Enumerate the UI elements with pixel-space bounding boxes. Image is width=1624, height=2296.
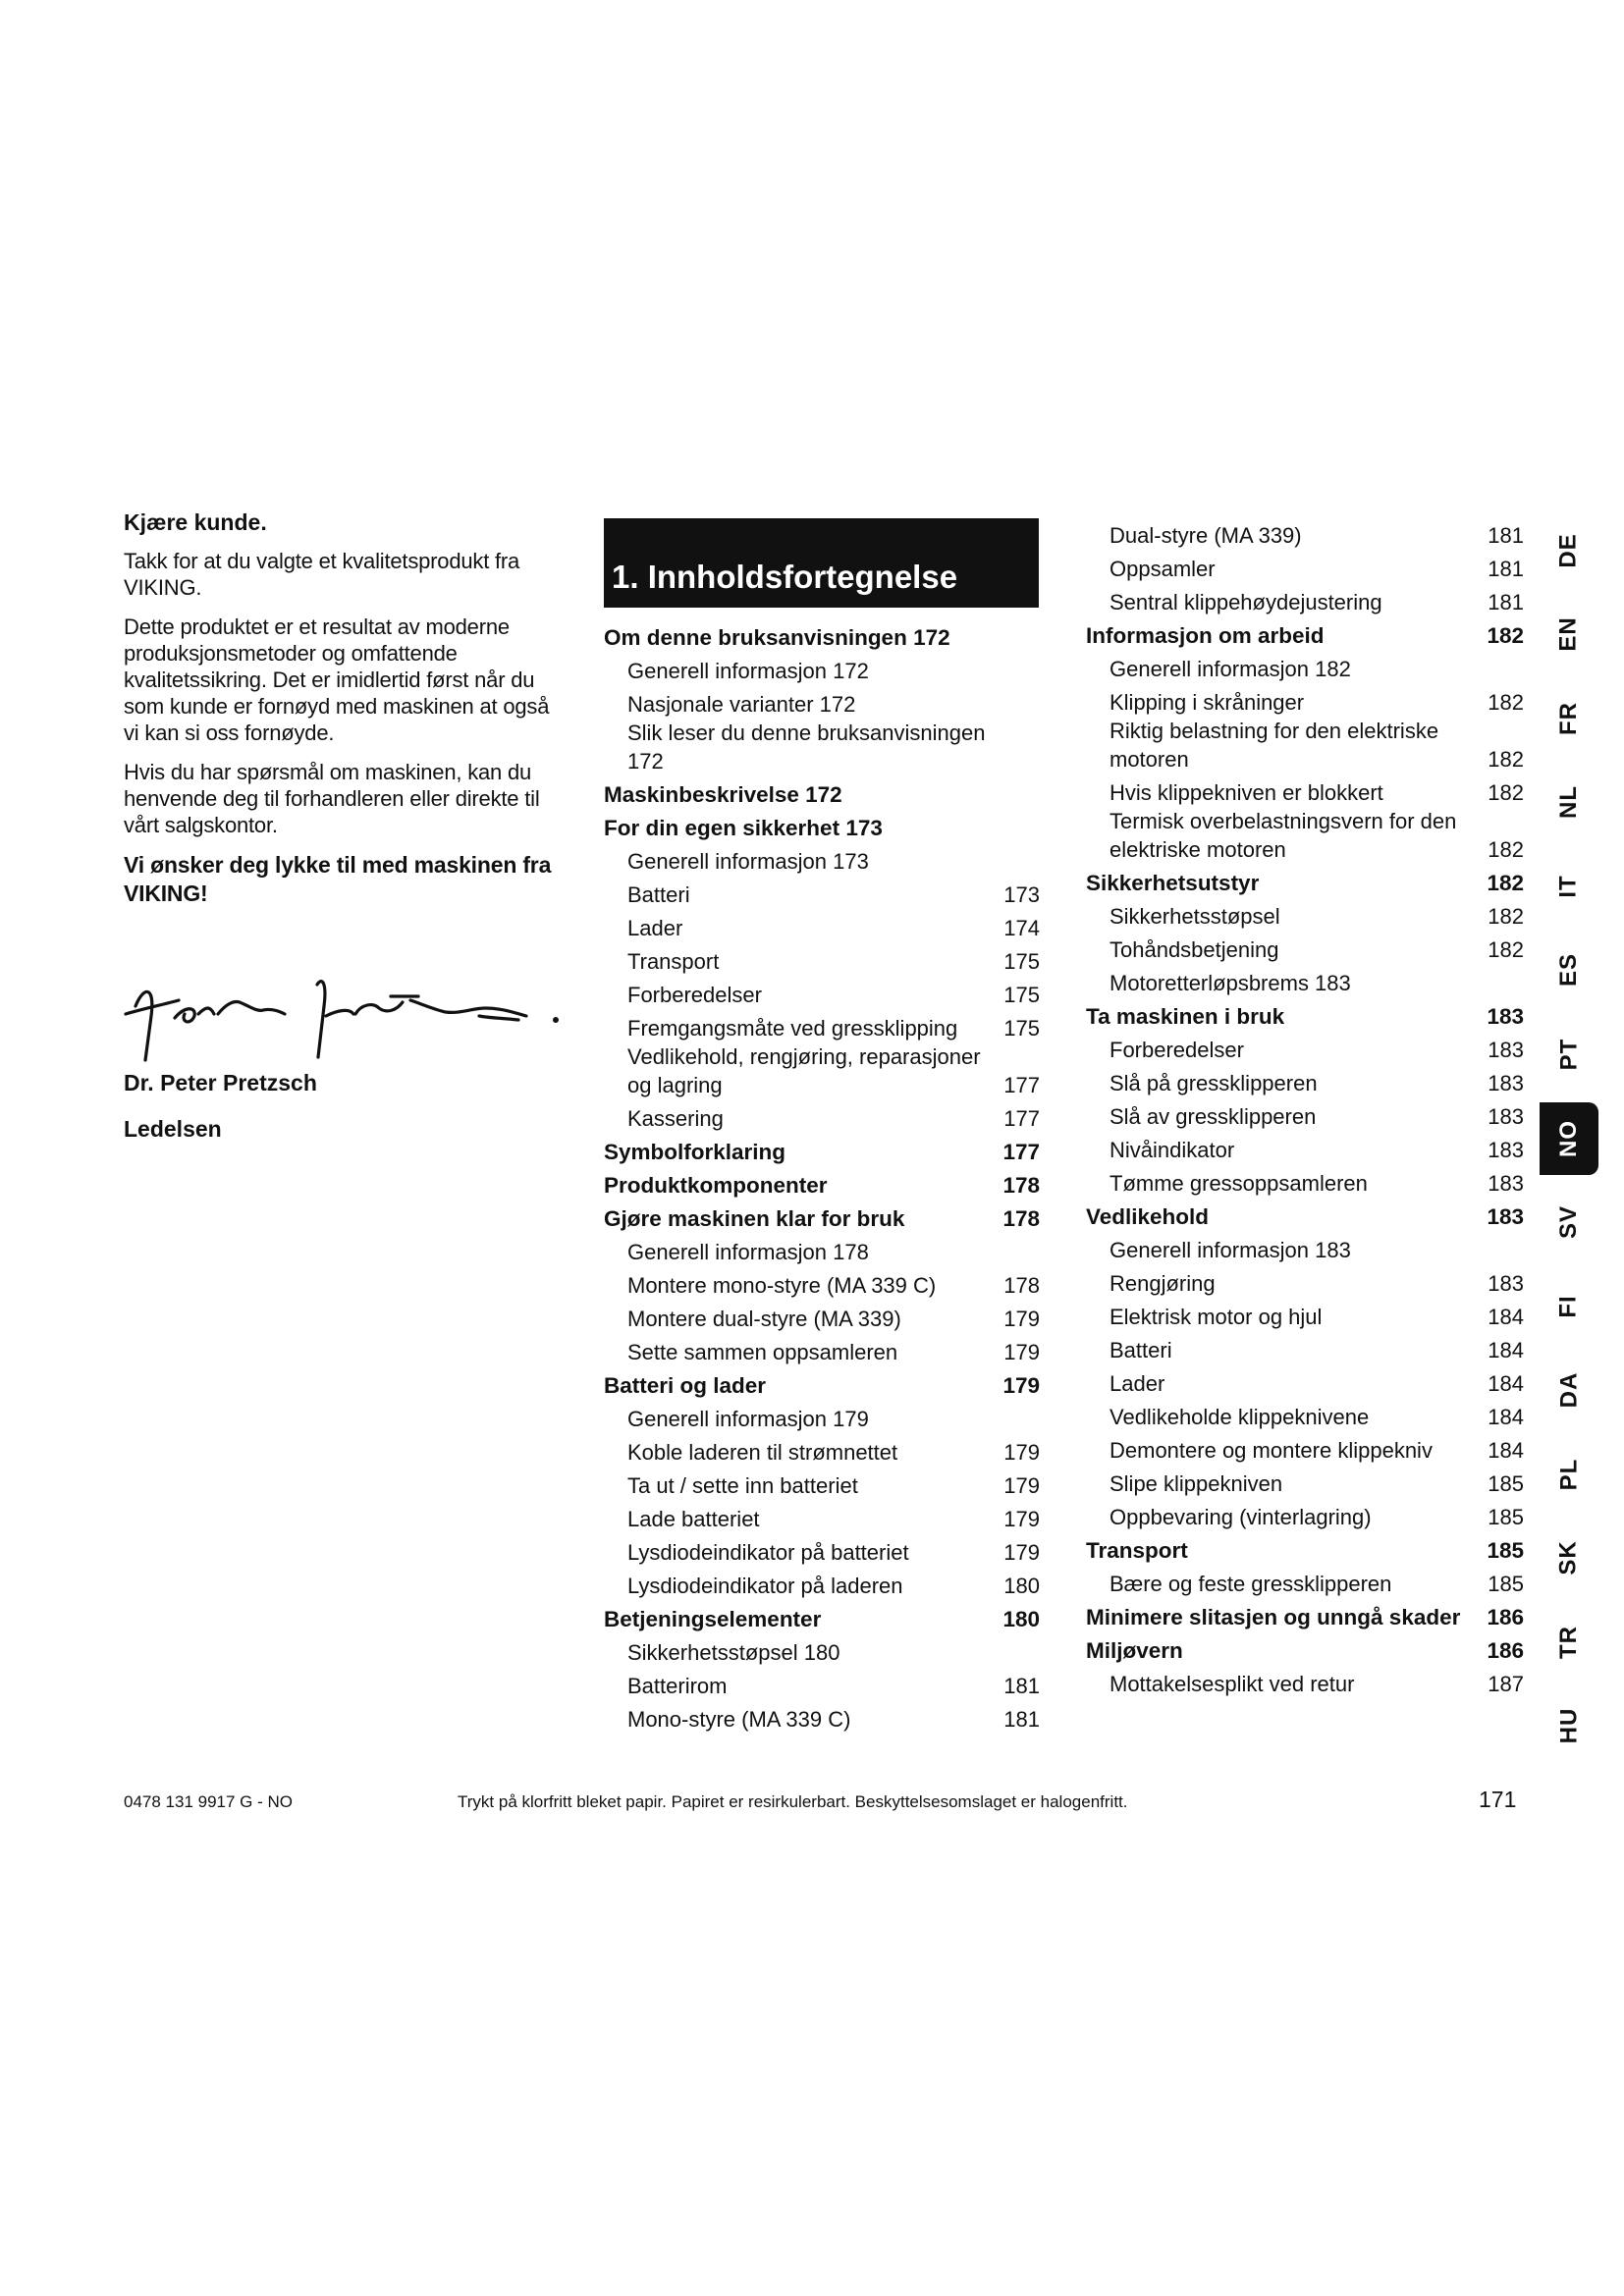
toc-entry-page: 180 [1002,1607,1040,1631]
toc-item [1086,1665,1524,1698]
toc-entry-page: 179 [1003,1540,1040,1565]
language-tab-label: EN [1555,616,1582,652]
language-tab-en[interactable] [1540,598,1598,670]
language-tab-sk[interactable] [1540,1522,1598,1594]
toc-entry-page: 182 [1487,871,1524,895]
toc-item [1086,683,1524,717]
toc-item [604,1333,1040,1366]
toc-item [1086,650,1524,683]
toc-entry-page: 181 [1488,557,1524,581]
toc-item [604,1009,1040,1042]
toc-section [604,1600,1040,1633]
toc-item [604,1467,1040,1500]
toc-entry-page: 186 [1487,1605,1524,1629]
toc-section [1086,1598,1524,1631]
toc-entry-page: 184 [1488,1405,1524,1429]
toc-entry-title: Generell informasjon 173 [627,849,869,874]
toc-entry-title: Sentral klippehøydejustering [1110,590,1382,614]
toc-entry-title: Mottakelsesplikt ved retur [1110,1672,1355,1696]
toc-entry-title: Slik leser du denne bruksanvisningen 172 [627,721,986,774]
toc-entry-title: Transport [627,949,720,974]
signer-name: Dr. Peter Pretzsch [124,1070,317,1095]
toc-section [604,618,1040,652]
toc-entry-page: 181 [1003,1674,1040,1698]
toc-item [604,909,1040,942]
language-tab-sv[interactable] [1540,1186,1598,1258]
toc-column-left [604,618,1040,1734]
toc-item [1086,1264,1524,1298]
toc-section [1086,864,1524,897]
toc-entry-page: 182 [1488,690,1524,715]
toc-item [1086,1398,1524,1431]
toc-entry-page: 179 [1003,1473,1040,1498]
toc-entry-title: Batteri [627,882,690,907]
toc-item [604,652,1040,685]
toc-entry-title: Lader [1110,1371,1165,1396]
toc-entry-title: Generell informasjon 178 [627,1240,869,1264]
toc-entry-page: 183 [1488,1138,1524,1162]
toc-entry-page: 181 [1488,523,1524,548]
toc-entry-page: 179 [1003,1507,1040,1531]
toc-entry-page: 183 [1488,1271,1524,1296]
welcome-letter [124,508,562,921]
toc-entry-title: Sikkerhetsstøpsel 180 [627,1640,840,1665]
toc-entry-page: 183 [1488,1038,1524,1062]
toc-entry-page: 182 [1488,937,1524,962]
toc-entry-page: 185 [1487,1538,1524,1563]
toc-item [1086,1231,1524,1264]
toc-item [1086,516,1524,550]
toc-section [604,1133,1040,1166]
toc-entry-page: 173 [1003,882,1040,907]
toc-entry-title: Symbolforklaring [604,1140,786,1164]
toc-entry-title: For din egen sikkerhet 173 [604,816,883,840]
toc-entry-page: 178 [1002,1206,1040,1231]
toc-entry-title: Vedlikehold [1086,1204,1210,1229]
toc-item [604,1233,1040,1266]
toc-item [1086,1565,1524,1598]
toc-item [1086,1031,1524,1064]
toc-entry-page: 185 [1488,1572,1524,1596]
toc-entry-title: Slå av gressklipperen [1110,1104,1317,1129]
toc-entry-page: 177 [1003,1073,1040,1097]
signer-role: Ledelsen [124,1116,222,1142]
language-tab-label: ES [1554,953,1582,988]
toc-entry-title: Slå på gressklipperen [1110,1071,1318,1095]
language-tab-label: FI [1554,1294,1582,1318]
toc-item [604,1567,1040,1600]
language-tab-pt[interactable] [1540,1018,1598,1091]
toc-entry-title: Forberedelser [1110,1038,1244,1062]
toc-entry-title: Ta ut / sette inn batteriet [627,1473,858,1498]
toc-entry-page: 182 [1488,747,1524,772]
toc-item [604,1533,1040,1567]
toc-entry-page: 181 [1003,1707,1040,1732]
language-tab-no[interactable] [1540,1102,1598,1175]
toc-entry-title: Batteri [1110,1338,1172,1362]
toc-item [1086,964,1524,997]
toc-entry-title: Fremgangsmåte ved gressklipping [627,1016,958,1041]
toc-entry-page: 183 [1488,1171,1524,1196]
toc-item [1086,1298,1524,1331]
language-tab-nl[interactable] [1540,766,1598,838]
toc-entry-title: Termisk overbelastningsvern for den elektriske motoren [1110,809,1457,862]
letter-paragraph: Dette produktet er et resultat av moderne produksjonsmetoder og omfattende kvalitetssikring. Det er imidlertid først når du som kunde er fornøyd med maskinen at også vi kan si oss fornøyde. [124,614,550,745]
language-tab-label: SV [1554,1205,1582,1240]
toc-entry-title: Bære og feste gressklipperen [1110,1572,1392,1596]
toc-entry-title: Mono-styre (MA 339 C) [627,1707,851,1732]
toc-entry-title: Tohåndsbetjening [1110,937,1279,962]
toc-item [604,685,1040,719]
toc-entry-page: 182 [1487,623,1524,648]
toc-item [1086,774,1524,807]
toc-entry-page: 182 [1488,837,1524,862]
toc-entry-title: Forberedelser [627,983,762,1007]
letter-wish: Vi ønsker deg lykke til med maskinen fra VIKING! [124,852,552,906]
toc-entry-title: Riktig belastning for den elektriske motoren [1110,719,1439,772]
toc-entry-page: 175 [1003,1016,1040,1041]
language-tab-label: PT [1554,1038,1582,1071]
toc-item [1086,1064,1524,1097]
toc-entry-title: Koble laderen til strømnettet [627,1440,898,1465]
toc-item [604,1300,1040,1333]
toc-entry-title: Rengjøring [1110,1271,1216,1296]
language-tab-label: HU [1554,1707,1582,1744]
toc-entry-page: 179 [1002,1373,1040,1398]
toc-entry-title: Batteri og lader [604,1373,767,1398]
toc-entry-page: 183 [1487,1204,1524,1229]
language-tab-label: DE [1555,533,1582,568]
language-tab-fi[interactable] [1540,1270,1598,1343]
toc-entry-page: 178 [1003,1273,1040,1298]
toc-item [1086,550,1524,583]
toc-entry-title: Sikkerhetsutstyr [1086,871,1260,895]
language-tab-label: FR [1555,701,1582,735]
toc-section [1086,1531,1524,1565]
toc-entry-title: Om denne bruksanvisningen 172 [604,625,950,650]
toc-entry-page: 187 [1488,1672,1524,1696]
toc-entry-page: 185 [1488,1505,1524,1529]
toc-entry-page: 183 [1487,1004,1524,1029]
language-tab-label: DA [1554,1371,1582,1409]
toc-item [1086,1431,1524,1465]
toc-entry-title: Lysdiodeindikator på batteriet [627,1540,909,1565]
language-tab-strip [1540,508,1598,1768]
toc-item [1086,1164,1524,1198]
toc-entry-title: Lade batteriet [627,1507,760,1531]
toc-section [604,1166,1040,1200]
toc-entry-title: Generell informasjon 182 [1110,657,1351,681]
toc-entry-page: 184 [1488,1338,1524,1362]
toc-entry-page: 183 [1488,1071,1524,1095]
toc-entry-page: 182 [1488,904,1524,929]
toc-entry-title: Elektrisk motor og hjul [1110,1305,1323,1329]
toc-item [1086,1131,1524,1164]
toc-title: 1. Innholdsfortegnelse [604,518,1039,608]
toc-item [604,976,1040,1009]
toc-entry-title: Oppsamler [1110,557,1216,581]
toc-item [604,1500,1040,1533]
toc-section [604,1200,1040,1233]
toc-entry-page: 184 [1488,1371,1524,1396]
toc-item [604,1042,1040,1099]
toc-entry-title: Maskinbeskrivelse 172 [604,782,842,807]
toc-section [604,775,1040,809]
toc-entry-title: Generell informasjon 172 [627,659,869,683]
toc-entry-title: Vedlikeholde klippeknivene [1110,1405,1370,1429]
toc-item [604,1400,1040,1433]
language-tab-label: PL [1554,1458,1582,1490]
toc-entry-title: Sette sammen oppsamleren [627,1340,898,1364]
toc-item [1086,1465,1524,1498]
page-number: 171 [1479,1787,1517,1812]
toc-entry-title: Nasjonale varianter 172 [627,692,856,717]
toc-item [604,1667,1040,1700]
letter-paragraph: Takk for at du valgte et kvalitetsprodukt fra VIKING. [124,549,520,600]
toc-entry-title: Motoretterløpsbrems 183 [1110,971,1351,995]
toc-entry-title: Transport [1086,1538,1188,1563]
letter-greeting: Kjære kunde. [124,509,267,535]
language-tab-label: IT [1554,875,1582,898]
toc-entry-title: Hvis klippekniven er blokkert [1110,780,1383,805]
toc-entry-title: Miljøvern [1086,1638,1183,1663]
toc-entry-page: 175 [1003,983,1040,1007]
toc-entry-page: 182 [1488,780,1524,805]
toc-entry-title: Vedlikehold, rengjøring, reparasjoner og lagring [627,1044,981,1097]
letter-paragraph: Hvis du har spørsmål om maskinen, kan du henvende deg til forhandleren eller direkte til vårt salgskontor. [124,760,540,837]
toc-entry-page: 174 [1003,916,1040,940]
toc-entry-page: 177 [1002,1140,1040,1164]
toc-item [604,719,1040,775]
paper-note: Trykt på klorfritt bleket papir. Papiret er resirkulerbart. Beskyttelsesomslaget er halogenfritt. [458,1792,1128,1811]
toc-item [604,942,1040,976]
language-tab-tr[interactable] [1540,1606,1598,1679]
toc-entry-title: Informasjon om arbeid [1086,623,1325,648]
language-tab-es[interactable] [1540,934,1598,1006]
language-tab-da[interactable] [1540,1354,1598,1426]
toc-item [604,876,1040,909]
toc-item [1086,583,1524,616]
toc-section [604,809,1040,842]
toc-entry-title: Generell informasjon 179 [627,1407,869,1431]
language-tab-fr[interactable] [1540,682,1598,755]
toc-section [1086,616,1524,650]
toc-entry-title: Gjøre maskinen klar for bruk [604,1206,905,1231]
toc-item [604,1099,1040,1133]
toc-entry-title: Generell informasjon 183 [1110,1238,1351,1262]
toc-section [1086,997,1524,1031]
toc-entry-page: 180 [1003,1574,1040,1598]
language-tab-label: NO [1555,1119,1582,1157]
toc-entry-title: Lysdiodeindikator på laderen [627,1574,903,1598]
language-tab-label: TR [1555,1625,1582,1659]
toc-entry-title: Oppbevaring (vinterlagring) [1110,1505,1372,1529]
toc-entry-title: Lader [627,916,683,940]
toc-entry-page: 184 [1488,1438,1524,1463]
toc-entry-page: 184 [1488,1305,1524,1329]
toc-entry-page: 179 [1003,1307,1040,1331]
toc-section [1086,1631,1524,1665]
toc-entry-page: 185 [1488,1471,1524,1496]
toc-section [604,1366,1040,1400]
toc-item [1086,897,1524,931]
toc-item [1086,717,1524,774]
toc-entry-title: Minimere slitasjen og unngå skader [1086,1605,1461,1629]
toc-item [604,1433,1040,1467]
toc-item [1086,807,1524,864]
toc-entry-title: Ta maskinen i bruk [1086,1004,1285,1029]
toc-item [1086,1097,1524,1131]
toc-item [604,1700,1040,1734]
toc-entry-page: 186 [1487,1638,1524,1663]
toc-entry-page: 181 [1488,590,1524,614]
language-tab-hu[interactable] [1540,1689,1598,1762]
document-code: 0478 131 9917 G - NO [124,1792,294,1811]
toc-entry-page: 175 [1003,949,1040,974]
toc-entry-page: 179 [1003,1340,1040,1364]
toc-section [1086,1198,1524,1231]
language-tab-label: NL [1555,785,1582,820]
toc-entry-page: 183 [1488,1104,1524,1129]
toc-entry-page: 177 [1003,1106,1040,1131]
language-tab-label: SK [1555,1540,1582,1575]
toc-column-right [1086,516,1524,1698]
toc-entry-page: 178 [1002,1173,1040,1198]
toc-entry-title: Batterirom [627,1674,728,1698]
language-tab-pl[interactable] [1540,1438,1598,1511]
toc-entry-title: Slipe klippekniven [1110,1471,1283,1496]
language-tab-it[interactable] [1540,850,1598,923]
toc-entry-title: Dual-styre (MA 339) [1110,523,1302,548]
toc-entry-title: Produktkomponenter [604,1173,828,1198]
toc-entry-title: Demontere og montere klippekniv [1110,1438,1433,1463]
language-tab-de[interactable] [1540,514,1598,587]
toc-entry-title: Sikkerhetsstøpsel [1110,904,1280,929]
toc-item [1086,931,1524,964]
handwritten-signature [116,957,568,1065]
toc-item [1086,1498,1524,1531]
toc-item [604,842,1040,876]
toc-item [1086,1331,1524,1364]
toc-item [604,1633,1040,1667]
toc-entry-title: Betjeningselementer [604,1607,822,1631]
toc-entry-title: Tømme gressoppsamleren [1110,1171,1368,1196]
toc-entry-title: Kassering [627,1106,724,1131]
toc-item [604,1266,1040,1300]
toc-item [1086,1364,1524,1398]
toc-entry-page: 179 [1003,1440,1040,1465]
toc-entry-title: Montere dual-styre (MA 339) [627,1307,901,1331]
toc-entry-title: Montere mono-styre (MA 339 C) [627,1273,937,1298]
toc-entry-title: Nivåindikator [1110,1138,1235,1162]
toc-entry-title: Klipping i skråninger [1110,690,1305,715]
